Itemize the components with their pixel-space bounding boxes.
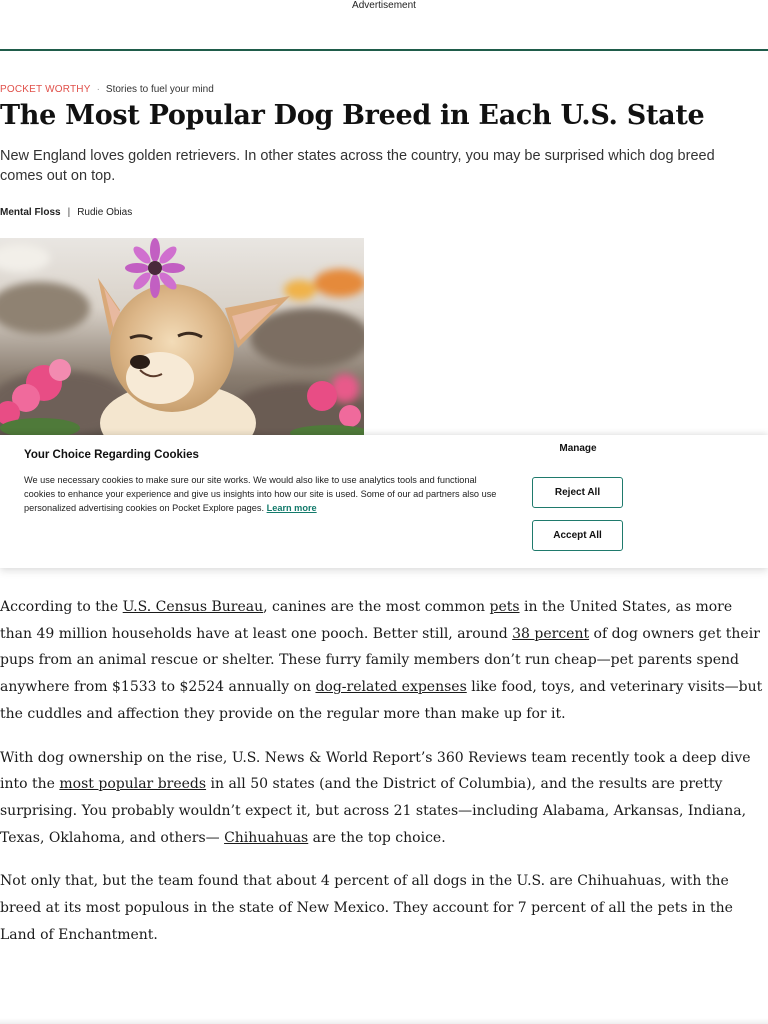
reject-all-button[interactable]: Reject All (532, 477, 623, 508)
article-title: The Most Popular Dog Breed in Each U.S. State (0, 100, 705, 131)
tagline: Stories to fuel your mind (105, 84, 214, 95)
chihuahua-photo-icon (0, 238, 364, 436)
manage-label: Manage (559, 443, 597, 454)
census-bureau-link[interactable]: U.S. Census Bureau (122, 599, 264, 615)
cookie-banner (0, 435, 768, 568)
chihuahuas-link[interactable]: Chihuahuas (224, 829, 309, 846)
learn-more-link[interactable]: Learn more (266, 503, 317, 513)
byline-separator: | (67, 207, 71, 218)
cookie-body-text: We use necessary cookies to make sure our site works. We would also like to use analytics tools and functional cookies to enhance your experience and give us insights into how our site is used. Some of our ad partners also use personalized advertising cookies on Pocket Explore pages. (24, 475, 497, 513)
cookie-banner-text (24, 473, 500, 515)
article-dek: New England loves golden retrievers. In other states across the country, you may be surprised which dog breed comes out on top. (0, 148, 715, 184)
article-body (0, 594, 768, 965)
paragraph-text: With dog ownership on the rise, U.S. News & World Report’s 360 Reviews team recently took a deep dive into the (0, 749, 751, 793)
page-bottom-edge (0, 1018, 768, 1024)
hero-image (0, 238, 364, 436)
cookie-banner-title: Your Choice Regarding Cookies (24, 449, 199, 461)
dog-related-expenses-link[interactable]: dog-related expenses (315, 679, 467, 696)
most-popular-breeds-link[interactable]: most popular breeds (59, 776, 207, 793)
author-name: Rudie Obias (77, 207, 133, 218)
paragraph-text: in all 50 states (and the District of Columbia), and the results are pretty surprising. You probably wouldn’t expect it, but across 21 states—including Alabama, Arkansas, Indiana, Texas, Oklahoma, and others— (0, 776, 747, 846)
article-paragraph (0, 745, 768, 852)
article-paragraph: Not only that, but the team found that about 4 percent of all dogs in the U.S. are Chihuahuas, with the breed at its most populous in the state of New Mexico. They account for 7 percent of all the pets in the Land of Enchantment. (0, 873, 733, 943)
publisher-name[interactable]: Mental Floss (0, 207, 61, 218)
pocket-worthy-link[interactable]: POCKET WORTHY (0, 84, 91, 95)
pets-link[interactable]: pets (489, 599, 520, 615)
article-paragraph (0, 594, 768, 728)
accept-all-button[interactable]: Accept All (532, 520, 623, 551)
paragraph-text: are the top choice. (308, 829, 446, 846)
eyebrow-separator: · (96, 84, 100, 95)
paragraph-text: of dog owners get their pups from an animal rescue or shelter. These furry family members don’t run cheap—pet parents spend anywhere from $1533 to $2524 annually on (0, 625, 760, 696)
paragraph-text: like food, toys, and veterinary visits—but the cuddles and affection they provide on the regular more than make up for it. (0, 679, 763, 722)
byline (0, 206, 132, 220)
eyebrow (0, 84, 214, 96)
paragraph-text: , canines are the most common (263, 599, 490, 615)
paragraph-text: According to the (0, 599, 123, 615)
paragraph-text: in the United States, as more than 49 million households have at least one pooch. Better still, around (0, 599, 733, 642)
header-divider (0, 49, 768, 51)
advertisement-label: Advertisement (352, 0, 416, 11)
38-percent-link[interactable]: 38 percent (512, 625, 590, 642)
